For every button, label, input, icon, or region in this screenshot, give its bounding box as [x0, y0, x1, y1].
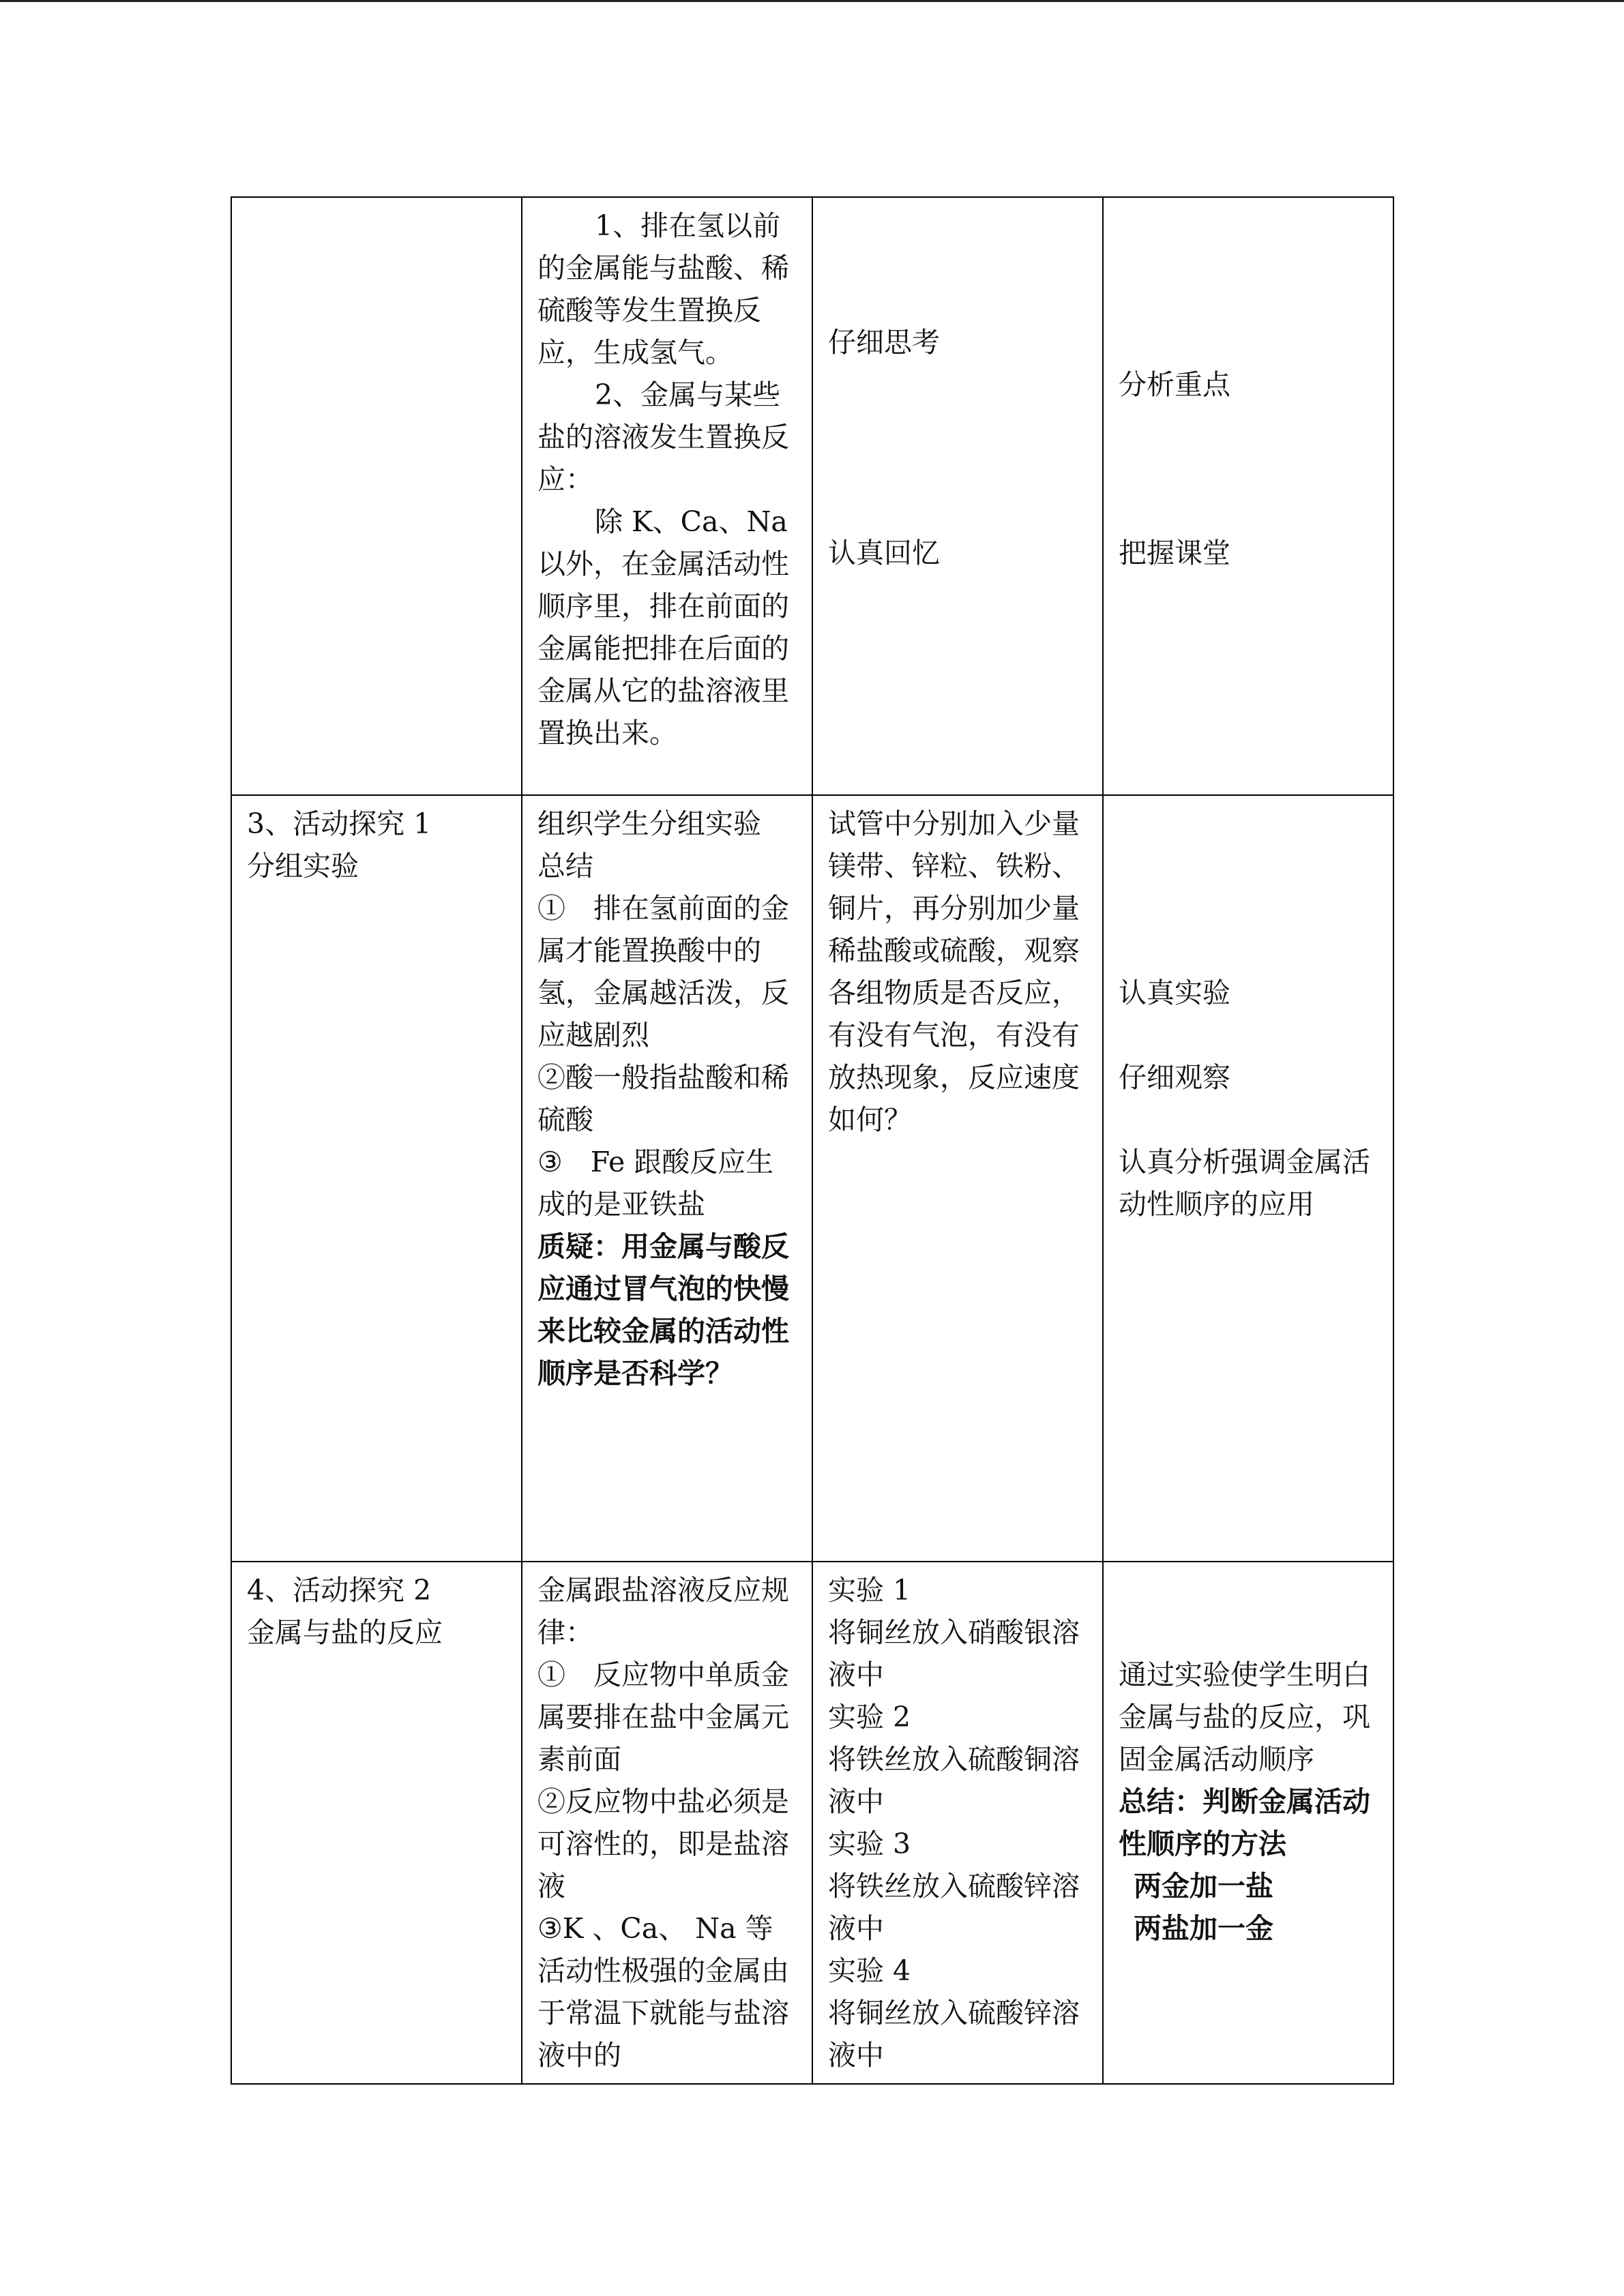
paragraph: 认真回忆	[828, 537, 940, 569]
paragraph: ③K 、Ca、 Na 等活动性极强的金属由于常温下就能与盐溶液中的	[537, 1912, 789, 2072]
question-bold: 质疑：用金属与酸反应通过冒气泡的快慢来比较金属的活动性顺序是否科学？	[537, 1230, 789, 1390]
paragraph: 试管中分别加入少量镁带、锌粒、铁粉、铜片，再分别加少量稀盐酸或硫酸，观察各组物质是否反应，有没有气泡，有没有放热现象，反应速度如何？	[828, 807, 1080, 1136]
paragraph: 金属跟盐溶液反应规律：	[537, 1574, 789, 1649]
cell-teacher-activity	[522, 795, 812, 1562]
paragraph: ③ Fe 跟酸反应生成的是亚铁盐	[537, 1146, 774, 1221]
rule-bold: 两金加一盐	[1134, 1870, 1273, 1903]
paragraph: 分组实验	[247, 850, 359, 882]
cell-teaching-link	[231, 1562, 522, 2084]
cell-student-activity	[812, 197, 1103, 795]
paragraph: 认真分析强调金属活动性顺序的应用	[1119, 1146, 1370, 1221]
paragraph: ① 排在氢前面的金属才能置换酸中的氢，金属越活泼，反应越剧烈	[537, 892, 789, 1052]
cell-design-intent	[1103, 795, 1393, 1562]
cell-student-activity	[812, 1562, 1103, 2084]
lesson-plan-table	[231, 196, 1394, 2085]
cell-teaching-link	[231, 795, 522, 1562]
paragraph: 通过实验使学生明白金属与盐的反应，巩固金属活动顺序	[1119, 1658, 1370, 1776]
paragraph: 认真实验	[1119, 976, 1230, 1009]
paragraph: 仔细观察	[1119, 1061, 1230, 1094]
rule-bold: 两盐加一金	[1134, 1912, 1273, 1945]
experiment-step: 将铁丝放入硫酸锌溶液中	[828, 1870, 1080, 1945]
paragraph: ②酸一般指盐酸和稀硫酸	[537, 1061, 789, 1136]
cell-teaching-link	[231, 197, 522, 795]
experiment-title: 实验 1	[828, 1574, 911, 1607]
experiment-step: 将铜丝放入硝酸银溶液中	[828, 1616, 1080, 1691]
experiment-step: 将铁丝放入硫酸铜溶液中	[828, 1743, 1080, 1818]
table-row	[231, 1562, 1393, 2084]
paragraph: 2、金属与某些盐的溶液发生置换反应：	[537, 378, 789, 496]
experiment-title: 实验 4	[828, 1954, 911, 1987]
paragraph: 金属与盐的反应	[247, 1616, 443, 1649]
paragraph: ②反应物中盐必须是可溶性的，即是盐溶液	[537, 1785, 789, 1903]
table-row	[231, 795, 1393, 1562]
experiment-title: 实验 3	[828, 1828, 911, 1860]
cell-design-intent	[1103, 197, 1393, 795]
paragraph: 除 K、Ca、Na 以外，在金属活动性顺序里，排在前面的金属能把排在后面的金属从它的盐溶液里置换出来。	[537, 505, 789, 749]
paragraph: 仔细思考	[828, 326, 940, 359]
cell-design-intent	[1103, 1562, 1393, 2084]
summary-bold: 总结：判断金属活动性顺序的方法	[1119, 1785, 1370, 1860]
paragraph: 组织学生分组实验	[537, 807, 761, 840]
paragraph: ① 反应物中单质金属要排在盐中金属元素前面	[537, 1658, 789, 1776]
experiment-step: 将铜丝放入硫酸锌溶液中	[828, 1997, 1080, 2072]
table-row	[231, 197, 1393, 795]
experiment-title: 实验 2	[828, 1701, 911, 1733]
paragraph: 4、活动探究 2	[247, 1574, 432, 1607]
paragraph: 分析重点	[1119, 368, 1230, 401]
paragraph: 3、活动探究 1	[247, 807, 432, 840]
cell-teacher-activity	[522, 1562, 812, 2084]
cell-teacher-activity	[522, 197, 812, 795]
paragraph: 把握课堂	[1119, 537, 1230, 569]
paragraph: 1、排在氢以前的金属能与盐酸、稀硫酸等发生置换反应，生成氢气。	[537, 209, 789, 369]
paragraph: 总结	[537, 850, 593, 882]
cell-student-activity	[812, 795, 1103, 1562]
top-border-line	[0, 0, 1624, 2]
